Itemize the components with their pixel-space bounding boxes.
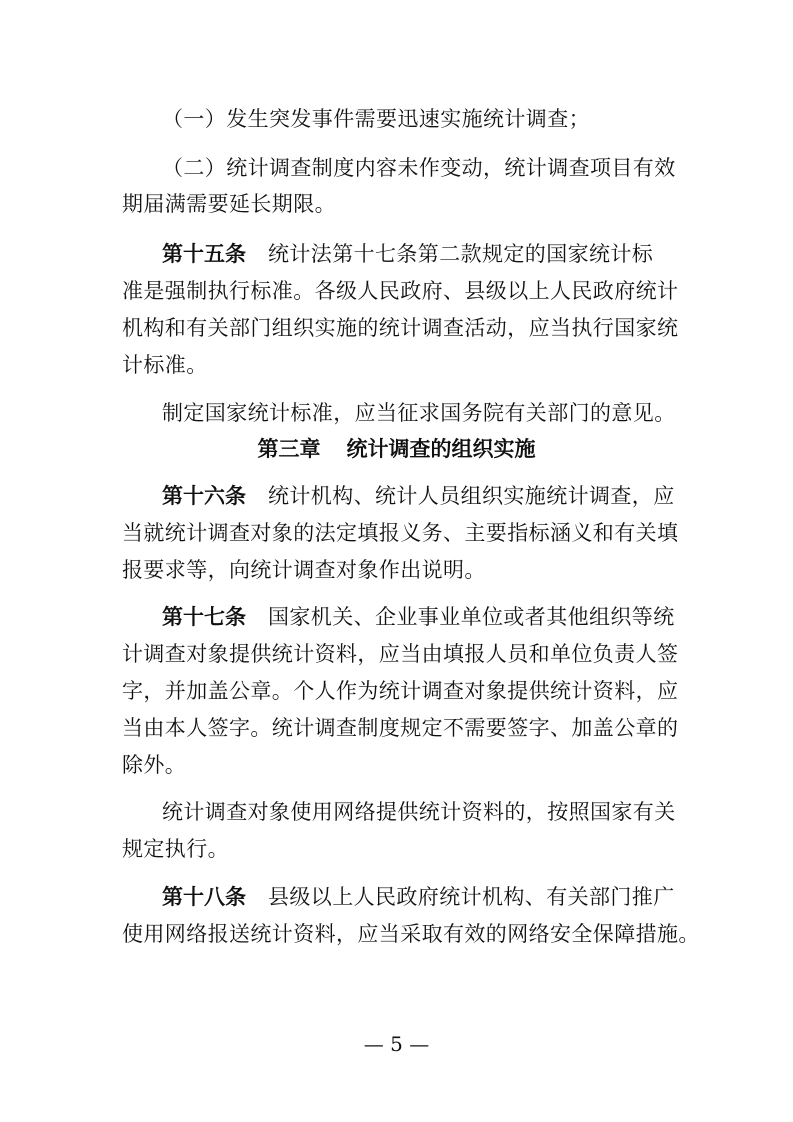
article-18-first-line [162,882,682,912]
text-line: （二）统计调查制度内容未作变动，统计调查项目有效 [162,156,676,180]
article-16-text: 统计机构、统计人员组织实施统计调查，应 [268,484,675,508]
text-line: 使用网络报送统计资料，应当采取有效的网络安全保障措施。 [122,922,700,946]
text-line: 规定执行。 [122,837,229,861]
article-17-heading: 第十七条 [162,605,246,629]
chapter-title: 统计调查的组织实施 [346,437,536,461]
article-17-text: 国家机关、企业事业单位或者其他组织等统 [268,605,675,629]
text-line: 准是强制执行标准。各级人民政府、县级以上人民政府统计 [122,279,679,303]
article-15-text: 统计法第十七条第二款规定的国家统计标 [268,242,654,266]
text-line: 除外。 [122,753,187,777]
page-number: — 5 — [363,1032,430,1056]
text-line: 计调查对象提供统计资料，应当由填报人员和单位负责人签 [122,642,679,666]
text-line: 字，并加盖公章。个人作为统计调查对象提供统计资料，应 [122,679,679,703]
text-line: 制定国家统计标准，应当征求国务院有关部门的意见。 [162,401,676,425]
article-16-first-line [162,481,682,511]
text-line: 报要求等，向统计调查对象作出说明。 [122,558,486,582]
text-line: （一）发生突发事件需要迅速实施统计调查； [162,107,590,131]
text-line: 计标准。 [122,353,208,377]
article-15-heading: 第十五条 [162,242,246,266]
chapter-number: 第三章 [257,437,321,461]
text-line: 机构和有关部门组织实施的统计调查活动，应当执行国家统 [122,316,679,340]
article-16-heading: 第十六条 [162,484,246,508]
article-15-first-line [162,239,682,269]
text-line: 统计调查对象使用网络提供统计资料的，按照国家有关 [162,800,676,824]
text-line: 当由本人签字。统计调查制度规定不需要签字、加盖公章的 [122,716,679,740]
chapter-heading [0,434,793,464]
text-line: 当就统计调查对象的法定填报义务、主要指标涵义和有关填 [122,521,679,545]
article-18-text: 县级以上人民政府统计机构、有关部门推广 [268,885,675,909]
text-line: 期届满需要延长期限。 [122,192,336,216]
article-18-heading: 第十八条 [162,885,246,909]
article-17-first-line [162,602,682,632]
